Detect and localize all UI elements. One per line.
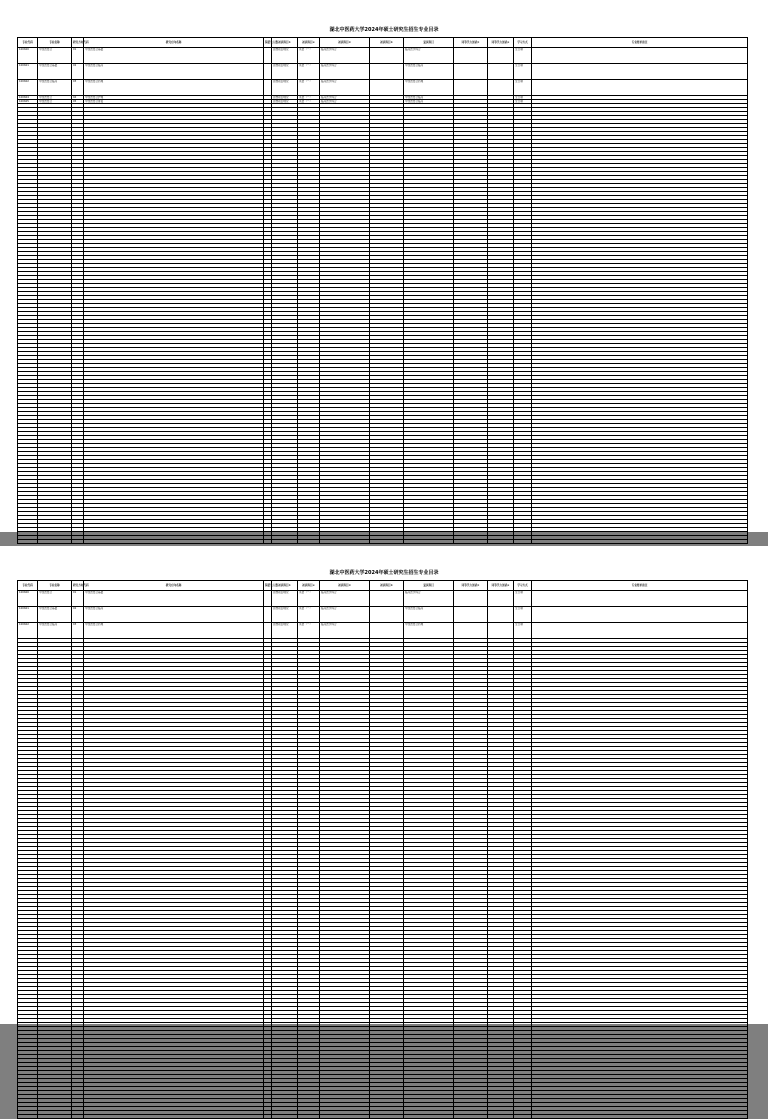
table-cell: 中西医结合临床 (404, 100, 454, 104)
table-cell (488, 591, 514, 607)
table-cell (72, 540, 84, 544)
table-cell: 全日制 (514, 96, 532, 100)
table-cell: 中西医结合药理 (404, 80, 454, 96)
column-header: 研究方向名称 (84, 581, 264, 591)
table-cell: 中西医结合临床 (404, 96, 454, 100)
table-cell: 临床医学综合 (320, 48, 370, 64)
table-cell (454, 1115, 488, 1119)
table-cell: 100600 (18, 48, 38, 64)
column-header: 初试科目② (298, 581, 320, 591)
table-cell (454, 591, 488, 607)
data-table (17, 580, 748, 1119)
column-header: 复试科目 (404, 581, 454, 591)
table-cell: 英语（一） (298, 80, 320, 96)
table-cell (532, 591, 748, 607)
column-header: 初试科目③ (320, 38, 370, 48)
table-cell: 全日制 (514, 607, 532, 623)
table-cell: 02 (72, 64, 84, 80)
table-cell: 中西医结合药理 (404, 623, 454, 639)
column-header: 初试科目② (298, 38, 320, 48)
table-cell: 03 (72, 623, 84, 639)
table-cell (320, 540, 370, 544)
table-row (18, 540, 748, 544)
table-cell: 临床医学综合 (320, 623, 370, 639)
table-cell: 临床医学综合 (320, 607, 370, 623)
page-title: 湖北中医药大学2024年硕士研究生招生专业目录 (329, 570, 439, 576)
table-cell (298, 540, 320, 544)
column-header: 复试科目 (404, 38, 454, 48)
table-row (18, 48, 748, 64)
column-header: 同等学力加试① (454, 581, 488, 591)
column-header: 专业要求备注 (532, 581, 748, 591)
table-cell (264, 64, 272, 80)
column-header: 同等学力加试① (454, 38, 488, 48)
table-cell (84, 540, 264, 544)
table-cell (488, 1115, 514, 1119)
table-row (18, 64, 748, 80)
table-cell: 全日制 (514, 48, 532, 64)
table-row (18, 623, 748, 639)
table-cell (264, 623, 272, 639)
table-cell: 英语（一） (298, 48, 320, 64)
table-cell (488, 607, 514, 623)
table-cell (272, 540, 298, 544)
table-row (18, 607, 748, 623)
column-header: 同等学力加试② (488, 38, 514, 48)
column-header: 学习方式 (514, 581, 532, 591)
table-cell: 02 (72, 607, 84, 623)
table-cell: 中西医结合药理 (84, 80, 264, 96)
table-cell: 英语（一） (298, 64, 320, 80)
table-cell (532, 540, 748, 544)
table-cell (264, 48, 272, 64)
table-cell: 100604 (18, 96, 38, 100)
table-cell (370, 591, 404, 607)
table-cell (264, 591, 272, 607)
table-cell (38, 1115, 72, 1119)
table-row (18, 80, 748, 96)
table-cell: 中西医结合 (38, 96, 72, 100)
document-page-1 (0, 0, 768, 532)
column-header: 初试科目④ (370, 38, 404, 48)
table-row (18, 591, 748, 607)
table-cell: 100601 (18, 607, 38, 623)
table-cell (404, 1115, 454, 1119)
column-header: 初试科目④ (370, 581, 404, 591)
table-cell: 临床医学综合 (320, 100, 370, 104)
table-cell: 临床医学综合 (404, 591, 454, 607)
table-cell (454, 48, 488, 64)
table-cell (454, 623, 488, 639)
column-header: 专业名称 (38, 38, 72, 48)
table-cell (298, 1115, 320, 1119)
table-cell (488, 64, 514, 80)
table-cell: 中西医结合 (38, 100, 72, 104)
table-cell: 英语（一） (298, 623, 320, 639)
table-cell: 中西医结合基础 (38, 64, 72, 80)
document-page-2 (0, 546, 768, 1024)
table-cell: 中西医结合 (38, 591, 72, 607)
column-header: 研究方向代码 (72, 581, 84, 591)
column-header: 拟招生人数 (264, 581, 272, 591)
table-cell (370, 1115, 404, 1119)
column-header: 专业代码 (18, 581, 38, 591)
table-cell (264, 1115, 272, 1119)
table-cell (454, 80, 488, 96)
table-cell: 中西医结合基础 (84, 591, 264, 607)
table-cell: 100602 (18, 623, 38, 639)
table-cell (454, 607, 488, 623)
column-header: 初试科目③ (320, 581, 370, 591)
table-cell: 全日制 (514, 591, 532, 607)
table-cell: 全日制 (514, 64, 532, 80)
table-cell (488, 623, 514, 639)
column-header: 研究方向代码 (72, 38, 84, 48)
column-header: 初试科目① (272, 581, 298, 591)
table-cell: 中西医结合基础 (84, 48, 264, 64)
table-cell: 中西医结合临床 (38, 80, 72, 96)
table-cell: 临床医学综合 (320, 80, 370, 96)
table-cell: 01 (72, 591, 84, 607)
table-cell (264, 607, 272, 623)
table-cell (488, 80, 514, 96)
column-header: 初试科目① (272, 38, 298, 48)
table-cell (72, 1115, 84, 1119)
table-cell (18, 1115, 38, 1119)
table-cell: 01 (72, 48, 84, 64)
table-cell (532, 64, 748, 80)
table-cell (488, 48, 514, 64)
column-header: 专业代码 (18, 38, 38, 48)
table-cell: 04 (72, 96, 84, 100)
table-cell: 中西医结合临床 (404, 607, 454, 623)
table-cell (514, 1115, 532, 1119)
table-cell: 英语（一） (298, 100, 320, 104)
column-header: 拟招生人数 (264, 38, 272, 48)
table-cell: 英语（一） (298, 96, 320, 100)
table-cell (370, 607, 404, 623)
table-cell (370, 80, 404, 96)
table-cell: 中西医结合临床 (84, 64, 264, 80)
table-cell: 中西医结合临床 (38, 623, 72, 639)
table-cell (370, 48, 404, 64)
table-cell: 临床医学综合 (404, 48, 454, 64)
table-cell: 中西医结合药理 (84, 623, 264, 639)
table-cell (532, 607, 748, 623)
page-title: 湖北中医药大学2024年硕士研究生招生专业目录 (329, 27, 439, 33)
table-cell (320, 1115, 370, 1119)
table-cell: 思想政治理论 (272, 80, 298, 96)
table-cell: 100601 (18, 64, 38, 80)
column-header: 专业要求备注 (532, 38, 748, 48)
table-cell (454, 64, 488, 80)
column-header: 同等学力加试② (488, 581, 514, 591)
column-header: 专业名称 (38, 581, 72, 591)
table-cell (38, 540, 72, 544)
table-cell: 思想政治理论 (272, 64, 298, 80)
table-cell: 中西医结合基础 (38, 607, 72, 623)
table-cell (264, 540, 272, 544)
table-cell: 100600 (18, 591, 38, 607)
table-cell: 思想政治理论 (272, 48, 298, 64)
table-cell: 中西医结合临床 (404, 64, 454, 80)
table-cell: 思想政治理论 (272, 623, 298, 639)
table-cell (532, 48, 748, 64)
data-table (17, 37, 748, 544)
column-header: 学习方式 (514, 38, 532, 48)
table-cell (532, 623, 748, 639)
table-cell: 中西医结合临床 (84, 607, 264, 623)
table-cell: 100602 (18, 80, 38, 96)
table-cell (488, 540, 514, 544)
table-cell (272, 1115, 298, 1119)
table-cell (84, 1115, 264, 1119)
table-cell: 中西医结合康复 (84, 100, 264, 104)
table-cell (370, 623, 404, 639)
table-cell (532, 80, 748, 96)
table-cell: 03 (72, 80, 84, 96)
table-cell (454, 540, 488, 544)
table-cell: 100605 (18, 100, 38, 104)
table-cell: 思想政治理论 (272, 100, 298, 104)
table-cell (532, 1115, 748, 1119)
table-cell: 全日制 (514, 100, 532, 104)
table-row (18, 1115, 748, 1119)
table-cell: 临床医学综合 (320, 591, 370, 607)
table-cell: 05 (72, 100, 84, 104)
table-cell: 全日制 (514, 80, 532, 96)
table-cell (264, 80, 272, 96)
table-cell: 英语（一） (298, 607, 320, 623)
table-cell: 全日制 (514, 623, 532, 639)
table-cell: 思想政治理论 (272, 591, 298, 607)
table-cell (514, 540, 532, 544)
table-cell: 临床医学综合 (320, 96, 370, 100)
column-header: 研究方向名称 (84, 38, 264, 48)
table-cell: 思想政治理论 (272, 96, 298, 100)
table-cell (18, 540, 38, 544)
table-cell: 中西医结合护理 (84, 96, 264, 100)
table-cell (404, 540, 454, 544)
table-cell (370, 64, 404, 80)
table-cell: 中西医结合 (38, 48, 72, 64)
table-cell: 英语（一） (298, 591, 320, 607)
table-cell: 思想政治理论 (272, 607, 298, 623)
table-cell (370, 540, 404, 544)
table-cell: 临床医学综合 (320, 64, 370, 80)
